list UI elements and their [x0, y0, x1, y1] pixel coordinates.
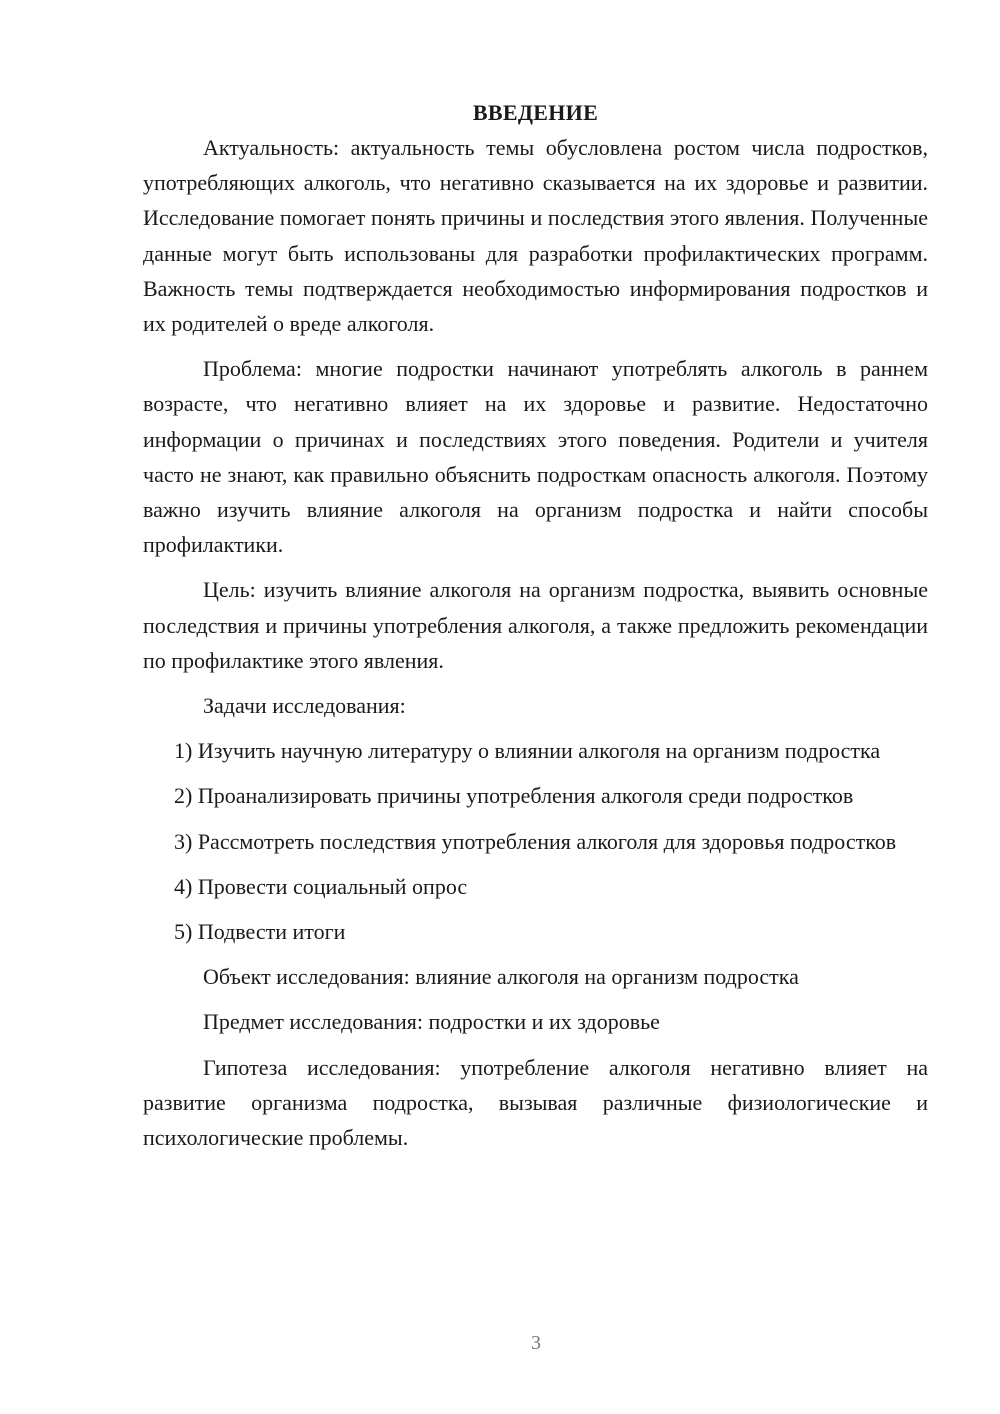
section-title: ВВЕДЕНИЕ — [472, 100, 599, 125]
task-item: 3) Рассмотреть последствия употребления алкоголя для здоровья подростков — [174, 828, 897, 854]
document-page — [143, 95, 928, 1165]
problem-paragraph: Проблема: многие подростки начинают употреблять алкоголь в раннем возрасте, что негативно влияет на их здоровье и развитие. Недостаточно информации о причинах и последствиях этого поведения. Родители и учителя часто не знают, как правильно объяснить подросткам опасность алкоголя. Поэтому важно изучить влияние алкоголя на организм подростка и найти способы профилактики. — [143, 356, 928, 558]
page-number: 3 — [531, 1332, 541, 1354]
subject-paragraph: Предмет исследования: подростки и их здоровье — [203, 1009, 660, 1035]
task-item: 4) Провести социальный опрос — [174, 873, 468, 899]
object-paragraph: Объект исследования: влияние алкоголя на организм подростка — [203, 964, 799, 990]
tasks-heading: Задачи исследования: — [203, 693, 406, 719]
task-item: 1) Изучить научную литературу о влиянии алкоголя на организм подростка — [174, 738, 881, 764]
hypothesis-paragraph: Гипотеза исследования: употребление алкоголя негативно влияет на развитие организма подростка, вызывая различные физиологические и психологические проблемы. — [143, 1054, 928, 1151]
goal-paragraph: Цель: изучить влияние алкоголя на организм подростка, выявить основные последствия и причины употребления алкоголя, а также предложить рекомендации по профилактике этого явления. — [143, 577, 928, 673]
relevance-paragraph: Актуальность: актуальность темы обусловлена ростом числа подростков, употребляющих алкоголь, что негативно сказывается на их здоровье и развитии. Исследование помогает понять причины и последствия этого явления. Полученные данные могут быть использованы для разработки профилактических программ. Важность темы подтверждается необходимостью информирования подростков и их родителей о вреде алкоголя. — [143, 135, 928, 337]
task-item: 2) Проанализировать причины употребления алкоголя среди подростков — [174, 783, 854, 809]
task-item: 5) Подвести итоги — [174, 919, 346, 945]
